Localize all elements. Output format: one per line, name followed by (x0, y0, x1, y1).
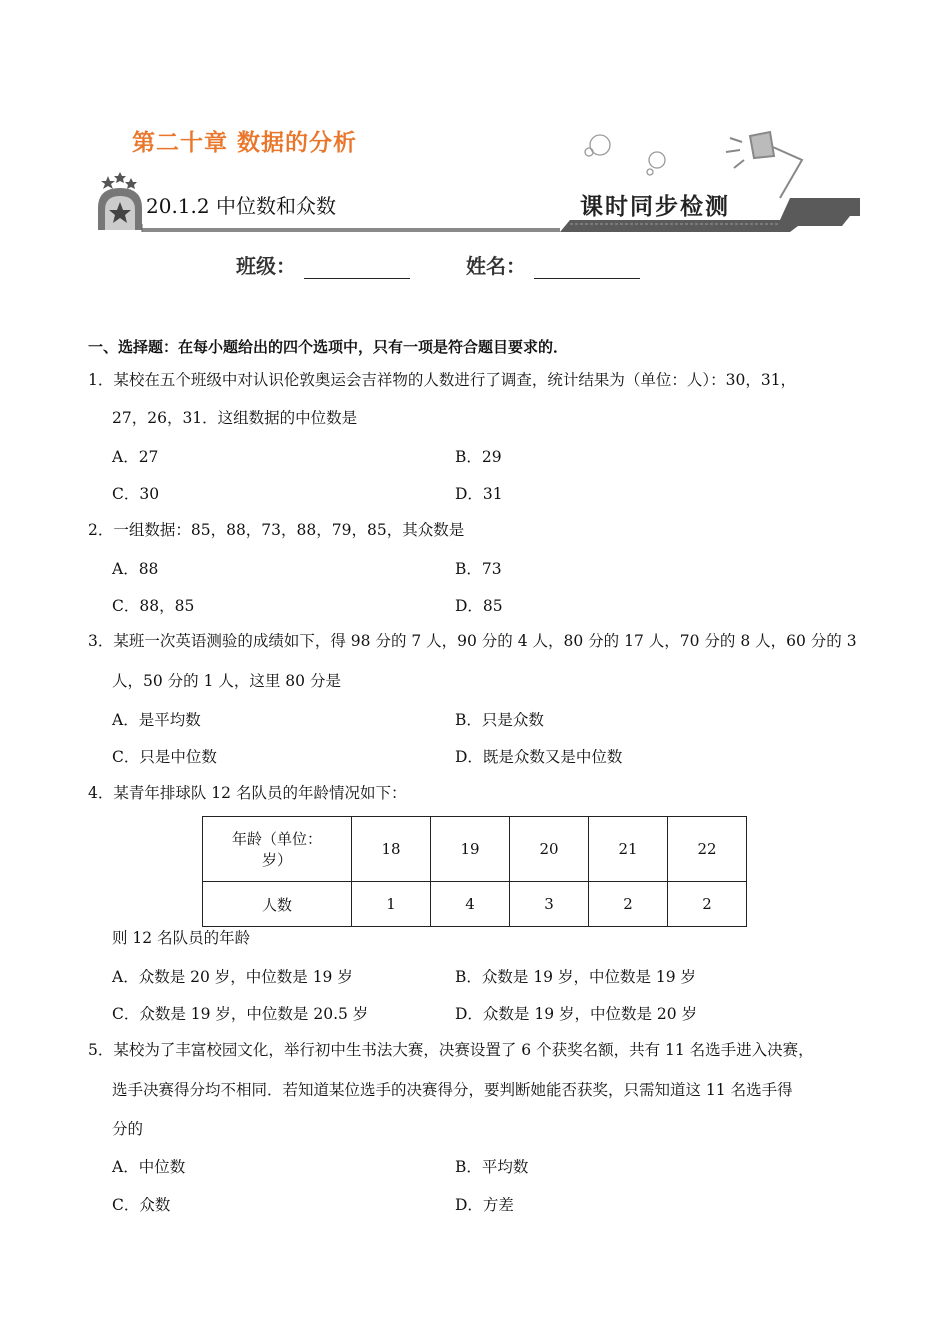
q1-option-c: C．30 (112, 485, 160, 503)
count-cell: 3 (510, 882, 589, 927)
age-cell: 18 (352, 817, 431, 882)
q5-option-c: C．众数 (112, 1196, 171, 1214)
table-row (203, 817, 747, 882)
class-label: 班级： (236, 254, 296, 278)
section-heading: 一、选择题：在每小题给出的四个选项中，只有一项是符合题目要求的． (88, 338, 569, 356)
q4-stem-line1: 4．某青年排球队 12 名队员的年龄情况如下： (88, 784, 407, 802)
q3-option-c: C．只是中位数 (112, 748, 217, 766)
sync-test-title: 课时同步检测 (580, 193, 730, 220)
q5-option-d: D．方差 (455, 1196, 514, 1214)
name-label: 姓名： (466, 254, 526, 278)
q3-stem-line2: 人，50 分的 1 人，这里 80 分是 (112, 672, 341, 690)
q2-option-a: A．88 (112, 560, 159, 578)
q1-option-d: D．31 (455, 485, 503, 503)
age-cell: 22 (668, 817, 747, 882)
age-header-text: 岁） (261, 851, 292, 869)
header-bar-left (142, 228, 560, 232)
desk-lamp-icon (726, 132, 802, 198)
class-blank[interactable] (304, 260, 410, 279)
q2-stem-line1: 2．一组数据：85，88，73，88，79，85，其众数是 (88, 521, 465, 539)
q1-stem-line1: 1．某校在五个班级中对认识伦敦奥运会吉祥物的人数进行了调查，统计结果为（单位：人）：30，31， (88, 371, 797, 389)
table-row (203, 882, 747, 927)
age-header-text: 年龄（单位： (231, 830, 322, 848)
chapter-title: 第二十章 数据的分析 (132, 130, 358, 156)
q1-option-a: A．27 (112, 448, 159, 466)
q5-option-a: A．中位数 (112, 1158, 186, 1176)
q3-option-d: D．既是众数又是中位数 (455, 748, 623, 766)
bubble-icon (585, 135, 665, 175)
q5-stem-line1: 5．某校为了丰富校园文化，举行初中生书法大赛，决赛设置了 6 个获奖名额，共有 11 名选手进入决赛， (88, 1041, 814, 1059)
count-cell: 2 (668, 882, 747, 927)
count-cell: 2 (589, 882, 668, 927)
name-blank[interactable] (534, 260, 640, 279)
count-cell: 4 (431, 882, 510, 927)
section-title: 20.1.2 中位数和众数 (146, 194, 336, 218)
q4-option-a: A．众数是 20 岁，中位数是 19 岁 (112, 968, 353, 986)
class-field (236, 250, 410, 279)
q1-stem-line2: 27，26，31．这组数据的中位数是 (112, 409, 358, 427)
q5-stem-line3: 分的 (112, 1120, 144, 1138)
q3-option-a: A．是平均数 (112, 711, 201, 729)
q4-stem-line2: 则 12 名队员的年龄 (112, 929, 251, 947)
star-badge-icon (98, 172, 142, 230)
q2-option-d: D．85 (455, 597, 503, 615)
q3-option-b: B．只是众数 (455, 711, 544, 729)
q5-option-b: B．平均数 (455, 1158, 529, 1176)
age-cell: 21 (589, 817, 668, 882)
q4-option-d: D．众数是 19 岁，中位数是 20 岁 (455, 1005, 698, 1023)
q2-option-c: C．88，85 (112, 597, 195, 615)
q4-option-c: C．众数是 19 岁，中位数是 20.5 岁 (112, 1005, 369, 1023)
q2-option-b: B．73 (455, 560, 502, 578)
age-cell: 19 (431, 817, 510, 882)
q1-option-b: B．29 (455, 448, 502, 466)
name-field (466, 250, 640, 279)
age-header-cell (203, 817, 352, 882)
q4-option-b: B．众数是 19 岁，中位数是 19 岁 (455, 968, 697, 986)
count-header-cell: 人数 (203, 882, 352, 927)
q3-stem-line1: 3．某班一次英语测验的成绩如下，得 98 分的 7 人，90 分的 4 人，80 分的 17 人，70 分的 8 人，60 分的 3 (88, 632, 857, 650)
count-cell: 1 (352, 882, 431, 927)
q5-stem-line2: 选手决赛得分均不相同．若知道某位选手的决赛得分，要判断她能否获奖，只需知道这 11 名选手得 (112, 1081, 793, 1099)
age-table (202, 816, 747, 927)
age-cell: 20 (510, 817, 589, 882)
